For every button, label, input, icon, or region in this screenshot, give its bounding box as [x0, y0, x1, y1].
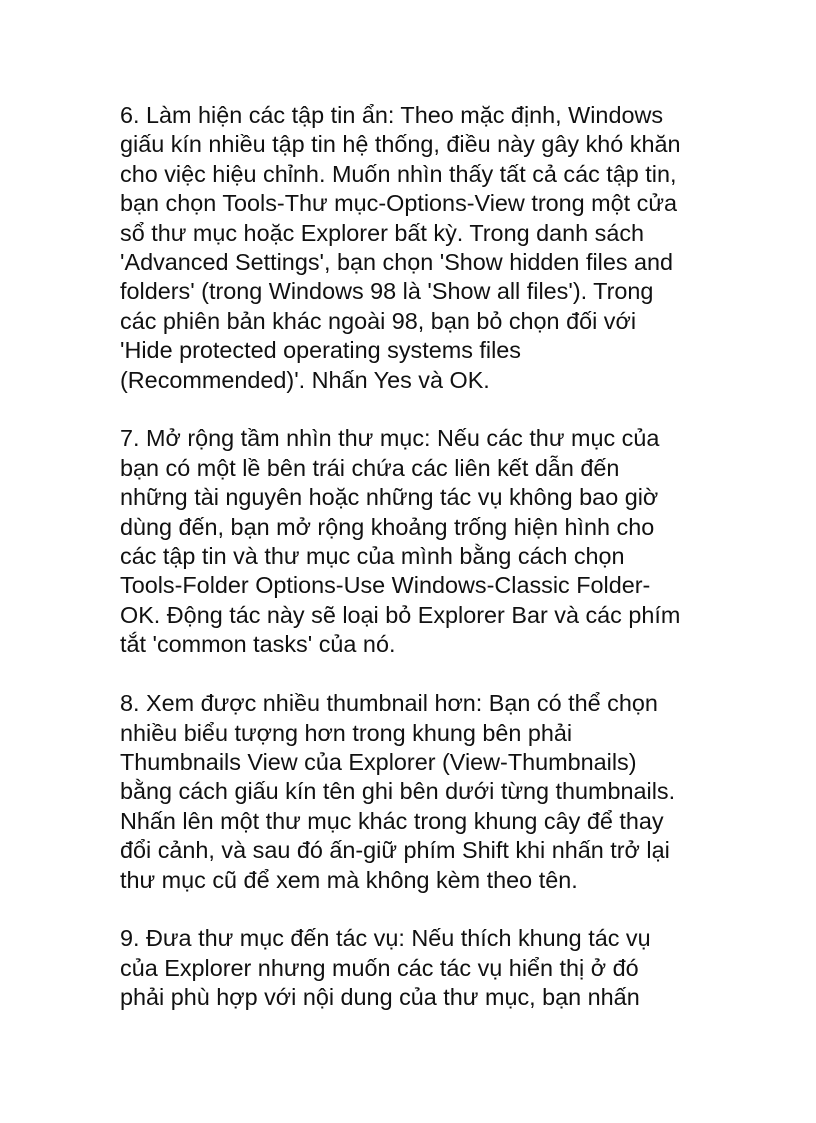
text-line: đổi cảnh, và sau đó ấn-giữ phím Shift khi nhấn trở lại	[120, 837, 670, 864]
text-line: của Explorer nhưng muốn các tác vụ hiển thị ở đó	[120, 954, 639, 981]
text-line: folders' (trong Windows 98 là 'Show all files'). Trong	[120, 278, 654, 305]
document-body	[120, 101, 720, 1042]
text-line: Nhấn lên một thư mục khác trong khung cây để thay	[120, 807, 664, 834]
text-line: sổ thư mục hoặc Explorer bất kỳ. Trong danh sách	[120, 219, 645, 246]
text-line: 9. Đưa thư mục đến tác vụ: Nếu thích khung tác vụ	[120, 925, 651, 952]
paragraph-8	[120, 689, 720, 895]
text-line: 6. Làm hiện các tập tin ẩn: Theo mặc định, Windows	[120, 102, 664, 128]
paragraph-9	[120, 924, 720, 1012]
text-line: các tập tin và thư mục của mình bằng cách chọn	[120, 543, 625, 570]
text-line: bằng cách giấu kín tên ghi bên dưới từng thumbnails.	[120, 778, 676, 805]
text-line: nhiều biểu tượng hơn trong khung bên phải	[120, 719, 573, 746]
text-line: giấu kín nhiều tập tin hệ thống, điều này gây khó khăn	[120, 131, 681, 158]
text-line: cho việc hiệu chỉnh. Muốn nhìn thấy tất cả các tập tin,	[120, 160, 677, 187]
text-line: phải phù hợp với nội dung của thư mục, bạn nhấn	[120, 984, 640, 1011]
text-line: Tools-Folder Options-Use Windows-Classic Folder-	[120, 572, 651, 599]
text-line: OK. Động tác này sẽ loại bỏ Explorer Bar và các phím	[120, 601, 681, 628]
text-line: Thumbnails View của Explorer (View-Thumbnails)	[120, 748, 637, 775]
text-line: các phiên bản khác ngoài 98, bạn bỏ chọn đối với	[120, 307, 637, 334]
text-line: tắt 'common tasks' của nó.	[120, 631, 396, 658]
text-line: (Recommended)'. Nhấn Yes và OK.	[120, 366, 490, 393]
text-line: những tài nguyên hoặc những tác vụ không bao giờ	[120, 484, 659, 511]
text-line: 'Advanced Settings', bạn chọn 'Show hidden files and	[120, 249, 674, 276]
text-line: bạn có một lề bên trái chứa các liên kết dẫn đến	[120, 454, 620, 481]
text-line: bạn chọn Tools-Thư mục-Options-View trong một cửa	[120, 190, 677, 217]
paragraph-6	[120, 101, 720, 395]
text-line: 8. Xem được nhiều thumbnail hơn: Bạn có thể chọn	[120, 690, 658, 717]
text-line: dùng đến, bạn mở rộng khoảng trống hiện hình cho	[120, 513, 655, 540]
text-line: thư mục cũ để xem mà không kèm theo tên.	[120, 866, 578, 893]
text-line: 7. Mở rộng tầm nhìn thư mục: Nếu các thư mục của	[120, 425, 660, 452]
paragraph-7	[120, 424, 720, 659]
text-line: 'Hide protected operating systems files	[120, 337, 521, 364]
